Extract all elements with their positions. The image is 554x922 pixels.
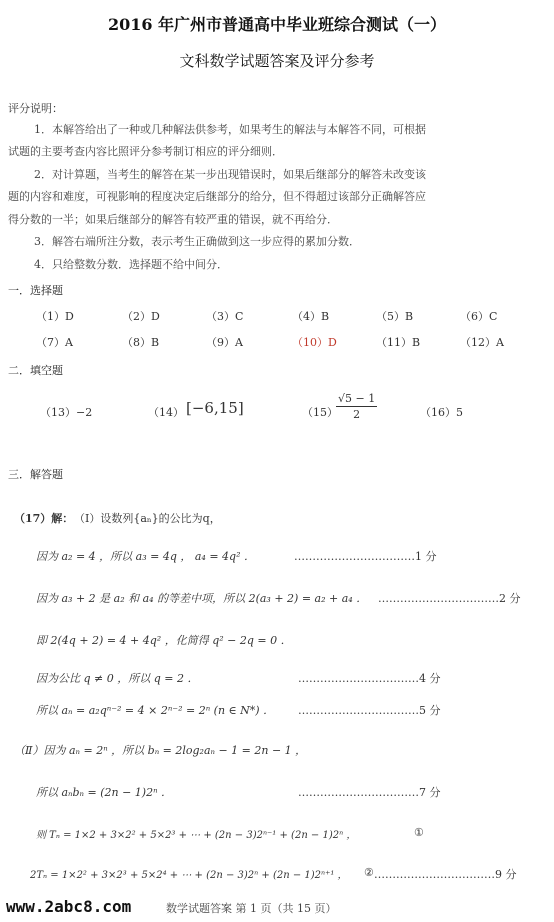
note-line: 3．解答右端所注分数，表示考生正确做到这一步应得的累加分数．: [34, 235, 360, 248]
solution-line: 2Tₙ = 1×2² + 3×2³ + 5×2⁴ + ⋯ + (2n − 3)2ⁿ + (2n − 1)2ⁿ⁺¹ ，: [30, 870, 348, 881]
score-marker: ……………………………5 分: [298, 704, 441, 717]
fill-answer-14-value: [−6,15]: [186, 399, 244, 417]
q17-label: （17）解：: [14, 512, 74, 525]
choice-answer: （12）A: [460, 336, 504, 349]
choice-answer: （8）B: [122, 336, 160, 349]
equation-number: ①: [414, 826, 424, 839]
choice-answer: （5）B: [376, 310, 414, 323]
notes-heading: 评分说明：: [8, 102, 63, 115]
choice-answer: （9）A: [206, 336, 243, 349]
choice-answer: （10）D: [292, 336, 337, 349]
choice-answer: （2）D: [122, 310, 160, 323]
document-subtitle: 文科数学试题答案及评分参考: [179, 52, 375, 70]
fill-answer-15-label: （15）: [302, 406, 338, 419]
equation-number: ②: [364, 866, 374, 879]
fill-answer-14-label: （14）: [148, 406, 184, 419]
note-line: 试题的主要考查内容比照评分参考制订相应的评分细则．: [8, 145, 283, 158]
section-heading-fill: 二．填空题: [8, 364, 63, 377]
note-line: 题的内容和难度，可视影响的程度决定后继部分的给分，但不得超过该部分正确解答应: [8, 190, 426, 203]
solution-line: 则 Tₙ = 1×2 + 3×2² + 5×2³ + ⋯ + (2n − 3)2ⁿ⁻¹ + (2n − 1)2ⁿ ，: [36, 830, 357, 841]
choice-answer: （6）C: [460, 310, 498, 323]
choice-answer: （3）C: [206, 310, 244, 323]
solution-line: 因为公比 q ≠ 0 ，所以 q = 2 ．: [36, 672, 199, 685]
solution-line: 所以 aₙbₙ = (2n − 1)2ⁿ ．: [36, 786, 173, 799]
footer-site-watermark: www.2abc8.com: [6, 897, 132, 916]
choice-answer: （11）B: [376, 336, 421, 349]
fill-answer-13: （13）−2: [40, 406, 93, 419]
fill-answer-16: （16）5: [420, 406, 463, 419]
score-marker: ……………………………9 分: [374, 868, 517, 881]
score-marker: ……………………………1 分: [294, 550, 437, 563]
choice-answer: （4）B: [292, 310, 330, 323]
note-line: 1．本解答给出了一种或几种解法供参考，如果考生的解法与本解答不同，可根据: [34, 123, 426, 136]
score-marker: ……………………………2 分: [378, 592, 521, 605]
solution-line: 因为 a₃ + 2 是 a₂ 和 a₄ 的等差中项，所以 2(a₃ + 2) = a₂ + a₄ ．: [36, 592, 368, 605]
solution-line: （Ⅰ）设数列{aₙ}的公比为q，: [74, 512, 221, 525]
note-line: 得分数的一半；如果后继部分的解答有较严重的错误，就不再给分．: [8, 213, 338, 226]
note-line: 2．对计算题，当考生的解答在某一步出现错误时，如果后继部分的解答未改变该: [34, 168, 426, 181]
solution-line: （Ⅱ）因为 aₙ = 2ⁿ ，所以 bₙ = 2log₂aₙ − 1 = 2n − 1 ，: [14, 744, 307, 757]
footer-page-number: 数学试题答案 第 1 页（共 15 页）: [166, 902, 337, 915]
score-marker: ……………………………4 分: [298, 672, 441, 685]
choice-answer: （1）D: [36, 310, 74, 323]
score-marker: ……………………………7 分: [298, 786, 441, 799]
solution-line: 即 2(4q + 2) = 4 + 4q² ，化简得 q² − 2q = 0 ．: [36, 634, 292, 647]
solution-line: 因为 a₂ = 4 ，所以 a₃ = 4q ， a₄ = 4q² ．: [36, 550, 256, 563]
section-heading-solve: 三．解答题: [8, 468, 63, 481]
fill-answer-15-fraction: [336, 392, 377, 421]
choice-answer: （7）A: [36, 336, 73, 349]
section-heading-choice: 一．选择题: [8, 284, 63, 297]
note-line: 4．只给整数分数．选择题不给中间分．: [34, 258, 228, 271]
solution-line: 所以 aₙ = a₂qⁿ⁻² = 4 × 2ⁿ⁻² = 2ⁿ (n ∈ N*) ．: [36, 704, 275, 717]
document-title: 2016 年广州市普通高中毕业班综合测试（一）: [107, 15, 447, 34]
fraction-numerator: √5 − 1: [338, 392, 376, 405]
fraction-denominator: 2: [353, 408, 361, 421]
